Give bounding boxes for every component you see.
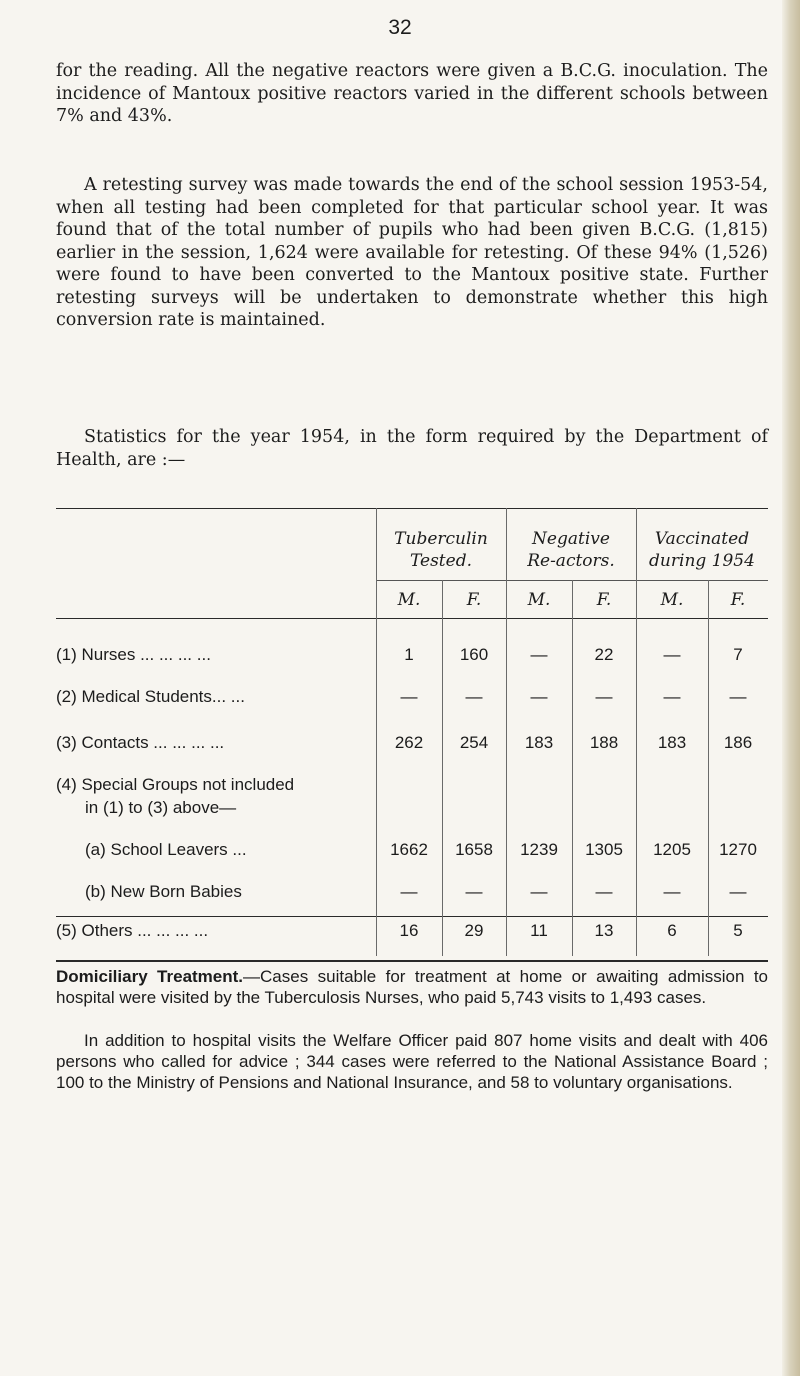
table-cell: 1239 <box>520 840 558 859</box>
table-cell: 29 <box>464 921 484 940</box>
subheader-f: F. <box>730 590 746 610</box>
row-label-school-leavers: (a) School Leavers ... <box>85 840 247 859</box>
table-cell: 16 <box>399 921 419 940</box>
table-cell: — <box>663 687 681 706</box>
row-label-special-groups: (4) Special Groups not included <box>56 775 295 794</box>
table-cell: 1205 <box>653 840 691 859</box>
table-cell: — <box>530 687 548 706</box>
header-tuberculin-tested: Tuberculin Tested. <box>394 529 488 571</box>
paragraph-reading-results: for the reading. All the negative reactors were given a B.C.G. inoculation. The incidence of Mantoux positive reactors varied in the different schools between 7% and 43%. <box>56 61 768 126</box>
table-cell: 22 <box>594 645 614 664</box>
row-label-medical-students: (2) Medical Students... ... <box>56 687 245 706</box>
table-cell: 13 <box>594 921 614 940</box>
row-label-contacts: (3) Contacts ... ... ... ... <box>56 733 225 752</box>
subheader-f: F. <box>466 590 482 610</box>
header-vaccinated-1954: Vaccinated during 1954 <box>649 529 755 571</box>
table-cell: 7 <box>733 645 743 664</box>
table-cell: 1305 <box>585 840 623 859</box>
row-label-new-born-babies: (b) New Born Babies <box>85 882 242 901</box>
table-cell: — <box>595 882 613 901</box>
table-cell: — <box>595 687 613 706</box>
table-cell: 1 <box>404 645 414 664</box>
table-cell: 183 <box>524 733 554 752</box>
header-negative-reactors: Negative Re-actors. <box>527 529 615 571</box>
table-cell: 6 <box>667 921 677 940</box>
table-cell: — <box>663 882 681 901</box>
subheader-m: M. <box>660 590 684 610</box>
table-cell: 183 <box>657 733 687 752</box>
table-cell: — <box>530 645 548 664</box>
page-edge-shadow <box>782 0 800 1376</box>
paragraph-welfare-officer: In addition to hospital visits the Welfare Officer paid 807 home visits and dealt with 406 persons who called for advice ; 344 cases were referred to the National Assistance Board ; 100 to the Ministry of Pensions and National Insurance, and 58 to voluntary organisations. <box>56 1031 768 1092</box>
table-cell: 254 <box>459 733 489 752</box>
row-label-nurses: (1) Nurses ... ... ... ... <box>56 645 211 664</box>
table-cell: — <box>663 645 681 664</box>
paragraph-retesting-survey: A retesting survey was made towards the end of the school session 1953-54, when all testing had been completed for that particular school year. It was found that of the total number of pupils who had been given B.C.G. (1,815) earlier in the session, 1,624 were available for retesting. Of these 94% (1,526) were found to have been converted to the Mantoux positive state. Further retesting surveys will be undertaken to demonstrate whether this high conversion rate is maintained. <box>56 175 768 330</box>
table-cell: — <box>400 687 418 706</box>
table-cell: 1658 <box>455 840 493 859</box>
table-cell: 5 <box>733 921 743 940</box>
table-cell: 1662 <box>390 840 428 859</box>
table-cell: — <box>729 687 747 706</box>
table-cell: 186 <box>723 733 753 752</box>
domiciliary-body: —Cases suitable for treatment at home or awaiting admission to hospital were visited by the Tuberculosis Nurses, who paid 5,743 visits to 1,493 cases. <box>56 967 769 1007</box>
table-cell: 11 <box>530 921 548 940</box>
table-cell: — <box>465 882 483 901</box>
table-cell: 188 <box>589 733 619 752</box>
subheader-f: F. <box>596 590 612 610</box>
table-cell: 160 <box>459 645 489 664</box>
row-label-special-groups-cont: in (1) to (3) above— <box>85 798 237 817</box>
domiciliary-heading: Domiciliary Treatment. <box>56 967 244 986</box>
table-cell: — <box>465 687 483 706</box>
paragraph-domiciliary-treatment <box>56 966 768 1008</box>
row-label-others: (5) Others ... ... ... ... <box>56 921 209 940</box>
table-cell: 1270 <box>719 840 757 859</box>
table-cell: — <box>400 882 418 901</box>
paragraph-statistics-intro: Statistics for the year 1954, in the form required by the Department of Health, are :— <box>56 427 768 470</box>
table-cell: — <box>729 882 747 901</box>
table-cell: — <box>530 882 548 901</box>
table-cell: 262 <box>394 733 424 752</box>
statistics-table <box>56 508 768 901</box>
subheader-m: M. <box>527 590 551 610</box>
page-number: 32 <box>388 16 412 39</box>
subheader-m: M. <box>397 590 421 610</box>
